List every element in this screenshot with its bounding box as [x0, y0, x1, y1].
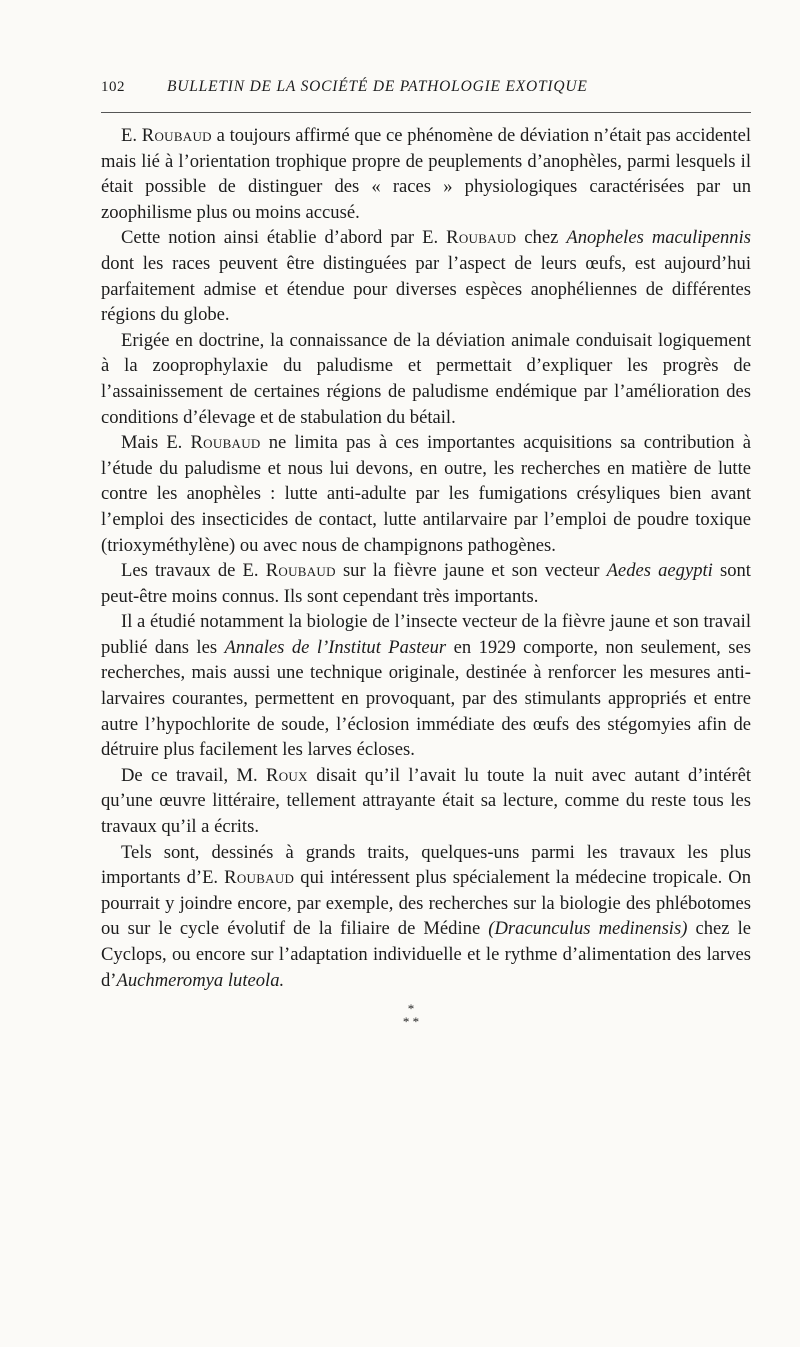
text-run: chez le Cyclops, ou encore sur l’adaptation individuelle et le rythme d’alimentation des larves d’ — [101, 918, 751, 991]
text-run: Cette notion ainsi établie d’abord par E. — [121, 227, 447, 249]
text-run: Mais E. — [121, 432, 191, 454]
text-run: chez — [516, 227, 567, 249]
paragraph-7 — [101, 763, 751, 840]
text-run: sur la fièvre jaune et son vecteur — [335, 560, 607, 582]
paragraph-4 — [101, 430, 751, 558]
running-title: BULLETIN DE LA SOCIÉTÉ DE PATHOLOGIE EXOTIQUE — [167, 78, 588, 95]
running-header — [101, 78, 751, 113]
asterism-bottom: * * — [402, 1014, 420, 1030]
italic-term: Annales de l’Institut Pasteur — [224, 636, 447, 658]
author-name: Roubaud — [141, 125, 212, 146]
author-name: Roubaud — [190, 432, 261, 454]
text-run: ne limita pas à ces importantes acquisitions sa contribution à l’étude du paludisme et nous lui devons, en outre, les recherches en matière de lutte contre les anophèles : lutte anti-adulte par les fumigations crésyliques bien avant l’emploi des insecticides de contact, lutte antilarvaire par l’emploi de poudre toxique (trioxyméthylène) ou avec nous de champignons pathogènes. — [101, 432, 751, 556]
italic-term: (Dracunculus medinensis) — [488, 918, 688, 940]
document-page — [101, 78, 751, 1029]
text-run: en 1929 comporte, non seulement, ses recherches, mais aussi une technique originale, destinée à renforcer les mesures anti-larvaires courantes, permettent en provoquant, par des stimulants appropriés et entre autre l’hypochlorite de soude, l’éclosion immédiate des œufs des stégomyies afin de détruire plus facilement les larves écloses. — [101, 636, 751, 761]
text-run: Il a étudié notamment la biologie de l’insecte vecteur de la fièvre jaune et son travail publié dans les — [101, 611, 751, 658]
italic-term: Aedes aegypti — [606, 560, 713, 582]
text-run: Tels sont, dessinés à grands traits, quelques-uns parmi les travaux les plus importants d’E. — [101, 841, 751, 889]
section-asterism — [101, 1003, 721, 1029]
author-name: Roubaud — [224, 867, 295, 889]
text-run: a toujours affirmé que ce phénomène de déviation n’était pas accidentel mais lié à l’orientation trophique propre de peuplements d’anophèles, parmi lesquels il était possible de distinguer des « races » physiologiques caractérisées par un zoophilisme plus ou moins accusé. — [101, 125, 752, 223]
text-run: disait qu’il l’avait lu toute la nuit avec autant d’intérêt qu’une œuvre littéraire, tellement attrayante était sa lecture, comme du reste tous les travaux qu’il a écrits. — [101, 764, 751, 838]
paragraph-3 — [101, 328, 751, 430]
paragraph-2 — [101, 225, 751, 327]
text-run: dont les races peuvent être distinguées par l’aspect de leurs œufs, est aujourd’hui parfaitement admise et étendue pour diverses espèces anophéliennes de différentes régions du globe. — [101, 252, 751, 326]
article-body — [101, 123, 751, 993]
paragraph-8 — [101, 840, 751, 994]
text-run: sont peut-être moins connus. Ils sont cependant très importants. — [101, 560, 751, 607]
italic-term: Auchmeromya luteola. — [116, 969, 285, 991]
text-run: De ce travail, M. — [121, 764, 267, 786]
paragraph-1 — [101, 123, 751, 225]
page-number: 102 — [101, 79, 125, 95]
text-run: qui intéressent plus spécialement la médecine tropicale. On pourrait y joindre encore, par exemple, des recherches sur la biologie des phlébotomes ou sur le cycle évolutif de la filiaire de Médine — [101, 867, 751, 940]
text-run: E. — [121, 125, 142, 146]
paragraph-5 — [101, 558, 751, 609]
author-name: Roux — [266, 764, 308, 786]
asterism-top: * — [407, 1001, 415, 1017]
author-name: Roubaud — [265, 560, 336, 582]
author-name: Roubaud — [446, 227, 517, 249]
paragraph-6 — [101, 609, 751, 763]
text-run: Erigée en doctrine, la connaissance de la déviation animale conduisait logiquement à la zooprophylaxie du paludisme et permettait d’expliquer les progrès de l’assainissement de certaines régions de paludisme endémique par l’amélioration des conditions d’élevage et de stabulation du bétail. — [101, 329, 751, 428]
text-run: Les travaux de E. — [121, 560, 266, 582]
italic-term: Anopheles maculipennis — [566, 227, 751, 249]
